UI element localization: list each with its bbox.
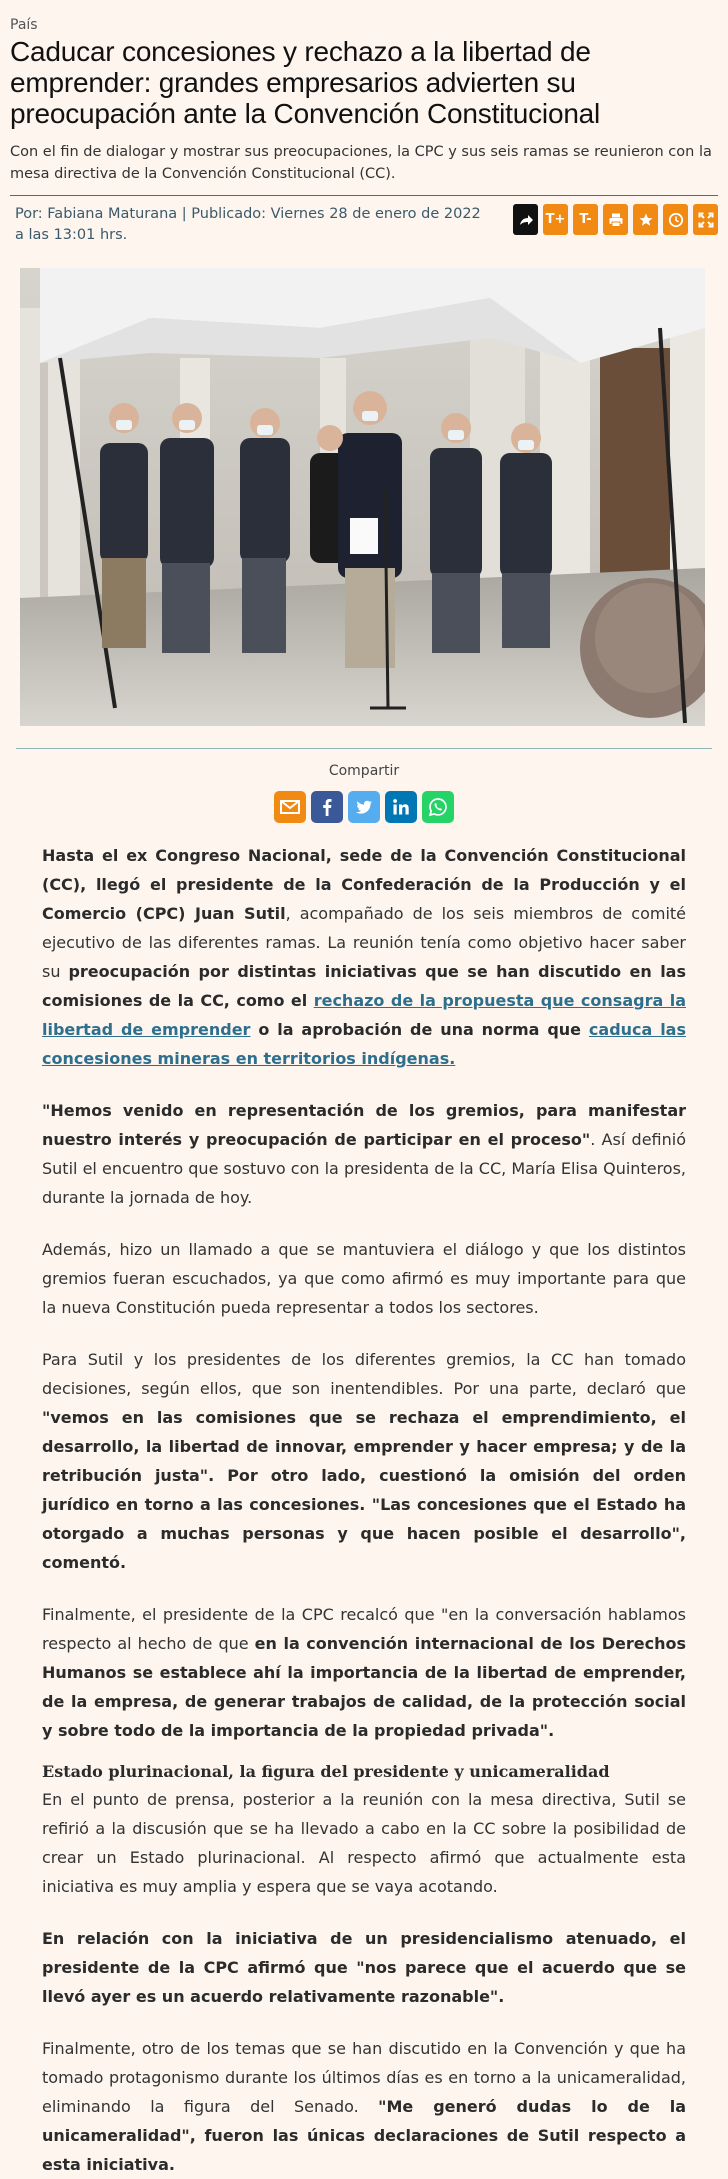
clock-icon[interactable] bbox=[663, 204, 688, 235]
meta-row bbox=[10, 204, 718, 246]
paragraph-1: Hasta el ex Congreso Nacional, sede de la Convención Constitucional (CC), llegó el presidente de la Confederación de la Producción y el Comercio (CPC) Juan Sutil, acompañado de los seis miembros de comité ejecutivo de las diferentes ramas. La reunión tenía como objetivo hacer saber su preocupación por distintas iniciativas que se han discutido en las comisiones de la CC, como el rechazo de la propuesta que consagra la libertad de emprender o la aprobación de una norma que caduca las concesiones mineras en territorios indígenas. bbox=[42, 846, 687, 1068]
whatsapp-share-icon[interactable] bbox=[422, 791, 454, 823]
text-bigger-button[interactable]: T+ bbox=[543, 204, 568, 235]
twitter-share-icon[interactable] bbox=[348, 791, 380, 823]
byline: Por: Fabiana Maturana | Publicado: Viernes 28 de enero de 2022 a las 13:01 hrs. bbox=[15, 206, 481, 243]
paragraph-3: Además, hizo un llamado a que se mantuviera el diálogo y que los distintos gremios fueran escuchados, ya que como afirmó es muy importante para que la nueva Constitución pueda representar a todos los sectores. bbox=[42, 1240, 686, 1317]
subheading: Estado plurinacional, la figura del presidente y unicameralidad bbox=[42, 1762, 610, 1781]
share-buttons bbox=[10, 791, 718, 823]
paragraph-8: Finalmente, otro de los temas que se han discutido en la Convención y que ha tomado protagonismo durante los últimos días es en torno a la unicameralidad, eliminando la figura del Senado. "Me generó dudas lo de la unicameralidad", fueron las únicas declaraciones de Sutil respecto a esta iniciativa. bbox=[42, 2039, 687, 2174]
paragraph-6: En el punto de prensa, posterior a la reunión con la mesa directiva, Sutil se refirió a la discusión que se ha llevado a cabo en la CC sobre la posibilidad de crear un Estado plurinacional. Al respecto afirmó que actualmente esta iniciativa es muy amplia y espera que se vaya acotando. bbox=[42, 1790, 686, 1896]
share-divider bbox=[16, 748, 712, 749]
star-icon[interactable] bbox=[633, 204, 658, 235]
email-share-icon[interactable] bbox=[274, 791, 306, 823]
share-label: Compartir bbox=[328, 763, 400, 779]
lead-paragraph: Con el fin de dialogar y mostrar sus preocupaciones, la CPC y sus seis ramas se reunieron con la mesa directiva de la Convención Constitucional (CC). bbox=[10, 144, 712, 182]
linkedin-share-icon[interactable] bbox=[385, 791, 417, 823]
article-body bbox=[10, 823, 718, 2179]
facebook-share-icon[interactable] bbox=[311, 791, 343, 823]
section-label[interactable]: País bbox=[10, 17, 38, 33]
paragraph-5: Finalmente, el presidente de la CPC recalcó que "en la conversación hablamos respecto al hecho de que en la convención internacional de los Derechos Humanos se establece ahí la importancia de la libertad de emprender, de la empresa, de generar trabajos de calidad, de la protección social y sobre todo de la importancia de la propiedad privada". bbox=[42, 1605, 687, 1740]
link-libertad-de-emprender[interactable]: rechazo de la propuesta que consagra la libertad de emprender bbox=[42, 991, 686, 1039]
paragraph-2: "Hemos venido en representación de los gremios, para manifestar nuestro interés y preocupación de participar en el proceso". Así definió Sutil el encuentro que sostuvo con la presidenta de la CC, María Elisa Quinteros, durante la jornada de hoy. bbox=[42, 1101, 686, 1207]
link-concesiones-mineras[interactable]: caduca las concesiones mineras en territorios indígenas. bbox=[42, 1020, 687, 1068]
text-smaller-button[interactable]: T- bbox=[573, 204, 598, 235]
expand-icon[interactable] bbox=[693, 204, 718, 235]
header-divider bbox=[10, 195, 718, 196]
share-arrow-icon[interactable] bbox=[513, 204, 538, 235]
paragraph-4: Para Sutil y los presidentes de los diferentes gremios, la CC han tomado decisiones, según ellos, que son inentendibles. Por una parte, declaró que "vemos en las comisiones que se rechaza el emprendimiento, el desarrollo, la libertad de innovar, emprender y hacer empresa; y de la retribución justa". Por otro lado, cuestionó la omisión del orden jurídico en torno a las concesiones. "Las concesiones que el Estado ha otorgado a muchas personas y que hacen posible el desarrollo", comentó. bbox=[42, 1350, 686, 1572]
article-photo bbox=[20, 268, 705, 726]
headline: Caducar concesiones y rechazo a la libertad de emprender: grandes empresarios advierten su preocupación ante la Convención Constitucional bbox=[10, 36, 601, 129]
paragraph-7: En relación con la iniciativa de un presidencialismo atenuado, el presidente de la CPC afirmó que "nos parece que el acuerdo que se llevó ayer es un acuerdo relativamente razonable". bbox=[42, 1929, 686, 2006]
article-toolbar bbox=[513, 204, 718, 235]
print-icon[interactable] bbox=[603, 204, 628, 235]
